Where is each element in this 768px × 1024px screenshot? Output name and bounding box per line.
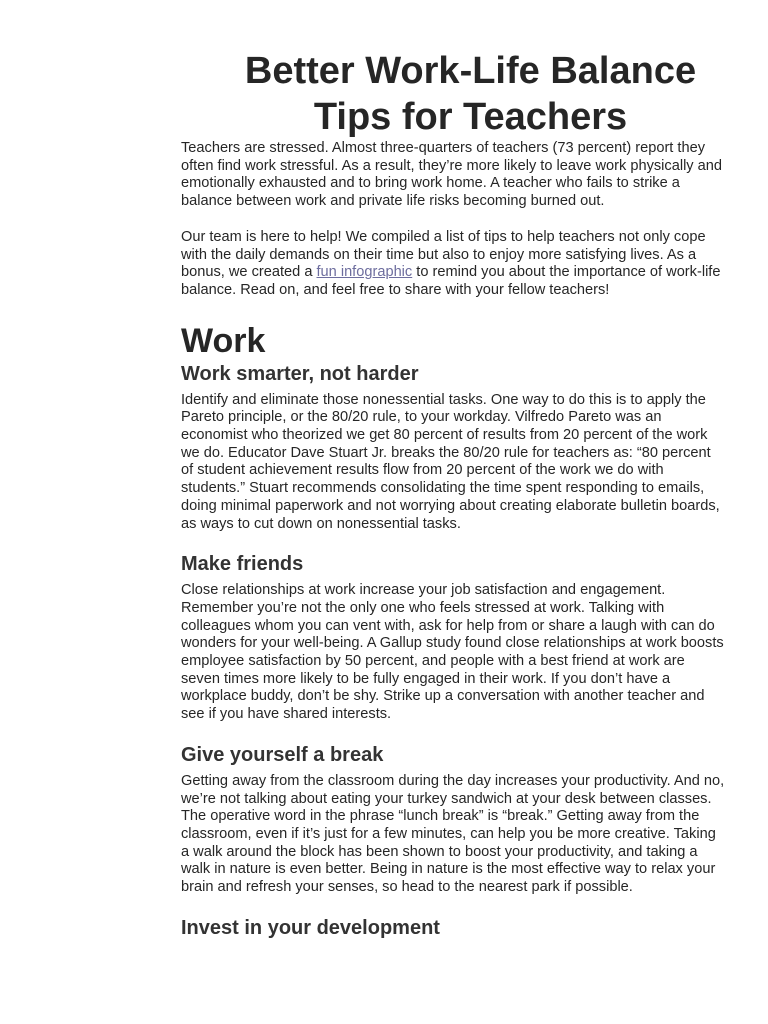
title-line-2: Tips for Teachers (313, 96, 628, 138)
title-line-1: Better Work-Life Balance (244, 50, 697, 92)
heading-work-smarter: Work smarter, not harder (181, 362, 419, 385)
paragraph-work-smarter: Identify and eliminate those nonessential tasks. One way to do this is to apply the Pareto principle, or the 80/20 rule, to your workday. Vilfredo Pareto was an economist who theorized we get 80 percent of results from 20 percent of the work we do. Educator Dave Stuart Jr. breaks the 80/20 rule for teachers as: “80 percent of student achievement results flow from 20 percent of the work we do with students.” Stuart recommends consolidating the time spent responding to emails, doing minimal paperwork and not worrying about creating elaborate bulletin boards, as ways to cut down on nonessential tasks. (181, 391, 720, 532)
heading-invest-development: Invest in your development (181, 916, 440, 939)
intro-paragraph-1: Teachers are stressed. Almost three-quarters of teachers (73 percent) report they often find work stressful. As a result, they’re more likely to leave work physically and emotionally exhausted and to bring work home. A teacher who fails to strike a balance between work and private life risks becoming burned out. (181, 140, 723, 210)
intro-paragraph-2-start: Our team is here to help! We compiled a list of tips to help teachers not only cope with the daily demands on their time but also to enjoy more satisfying lives. As a bonus, we created a (181, 228, 706, 281)
paragraph-make-friends: Close relationships at work increase your job satisfaction and engagement. Remember you’re not the only one who feels stressed at work. Talking with colleagues whom you can vent with, ask for help from or share a laugh with can do wonders for your well-being. A Gallup study found close relationships at work boosts employee satisfaction by 50 percent, and people with a best friend at work are seven times more likely to be fully engaged in their work. If you don’t have a workplace buddy, don’t be shy. Strike up a conversation with another teacher and see if you have shared interests. (181, 582, 724, 723)
document-title (215, 48, 726, 140)
infographic-link[interactable]: fun infographic (316, 264, 413, 281)
intro-paragraph-2-end: to remind you about the importance of work-life balance. Read on, and feel free to share with your fellow teachers! (181, 264, 721, 298)
heading-make-friends: Make friends (181, 553, 304, 576)
intro-paragraph-2 (181, 229, 726, 300)
heading-give-break: Give yourself a break (181, 743, 384, 766)
paragraph-give-break: Getting away from the classroom during the day increases your productivity. And no, we’re not talking about eating your turkey sandwich at your desk between classes. The operative word in the phrase “lunch break” is “break.” Getting away from the classroom, even if it’s just for a few minutes, can help you be more creative. Taking a walk around the block has been shown to boost your productivity, and taking a walk in nature is even better. Being in nature is the most effective way to relax your brain and refresh your senses, so head to the nearest park if possible. (181, 772, 725, 896)
section-heading-work: Work (181, 321, 266, 360)
document-page (181, 48, 726, 946)
